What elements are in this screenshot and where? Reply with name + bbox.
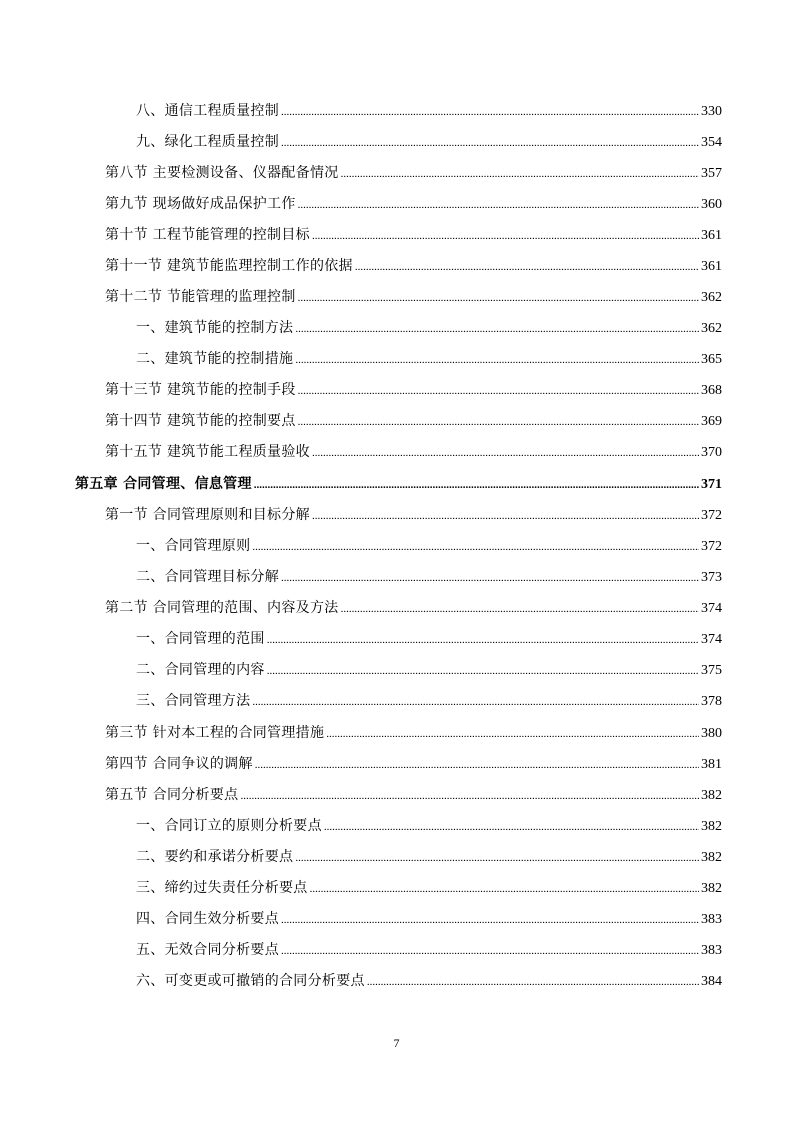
toc-dot-leader	[267, 655, 699, 687]
toc-entry-title: 第一节 合同管理原则和目标分解	[105, 507, 310, 523]
toc-entry-page: 380	[701, 726, 722, 741]
toc-dot-leader	[312, 437, 699, 469]
toc-entry-page: 381	[701, 757, 722, 772]
toc-dot-leader	[255, 749, 699, 781]
toc-entry[interactable]	[105, 406, 722, 437]
toc-dot-leader	[298, 282, 699, 314]
toc-entry-page: 361	[701, 228, 722, 243]
toc-dot-leader	[295, 842, 699, 874]
toc-entry-page: 382	[701, 819, 722, 834]
toc-entry-title: 二、建筑节能的控制措施	[136, 351, 294, 367]
toc-entry[interactable]	[136, 873, 722, 904]
page-number: 7	[393, 1036, 400, 1050]
toc-dot-leader	[254, 469, 699, 501]
toc-entry[interactable]	[105, 189, 722, 220]
toc-dot-leader	[252, 686, 699, 718]
toc-dot-leader	[281, 562, 699, 594]
toc-entry[interactable]	[105, 718, 722, 749]
toc-entry[interactable]	[136, 686, 722, 717]
toc-entry-page: 372	[701, 539, 722, 554]
toc-entry[interactable]	[136, 96, 722, 127]
toc-entry[interactable]	[136, 313, 722, 344]
toc-entry[interactable]	[105, 282, 722, 313]
toc-entry-title: 第十四节 建筑节能的控制要点	[105, 413, 296, 429]
toc-entry-title: 一、合同管理原则	[136, 538, 251, 554]
toc-entry[interactable]	[136, 344, 722, 375]
toc-entry[interactable]	[136, 842, 722, 873]
toc-entry-page: 371	[701, 477, 722, 492]
toc-entry-title: 第十三节 建筑节能的控制手段	[105, 382, 296, 398]
toc-chapter-entry[interactable]	[75, 469, 722, 500]
toc-entry[interactable]	[105, 500, 722, 531]
toc-entry-page: 365	[701, 352, 722, 367]
toc-entry[interactable]	[136, 624, 722, 655]
toc-entry-title: 二、合同管理目标分解	[136, 569, 279, 585]
toc-entry-title: 三、合同管理方法	[136, 693, 251, 709]
toc-entry-title: 一、合同订立的原则分析要点	[136, 818, 322, 834]
toc-entry[interactable]	[136, 531, 722, 562]
toc-dot-leader	[281, 904, 699, 936]
toc-dot-leader	[326, 718, 699, 750]
toc-entry-title: 九、绿化工程质量控制	[136, 134, 279, 150]
toc-dot-leader	[312, 500, 699, 532]
toc-entry[interactable]	[105, 375, 722, 406]
toc-entry-page: 383	[701, 943, 722, 958]
toc-entry-title: 第二节 合同管理的范围、内容及方法	[105, 600, 339, 616]
toc-entry-title: 二、要约和承诺分析要点	[136, 849, 294, 865]
toc-entry-title: 第十二节 节能管理的监理控制	[105, 289, 296, 305]
toc-dot-leader	[355, 251, 699, 283]
toc-dot-leader	[324, 811, 699, 843]
toc-entry-title: 三、缔约过失责任分析要点	[136, 880, 308, 896]
toc-entry[interactable]	[105, 593, 722, 624]
toc-entry[interactable]	[105, 749, 722, 780]
toc-dot-leader	[341, 158, 699, 190]
toc-dot-leader	[312, 220, 699, 252]
toc-entry-page: 357	[701, 166, 722, 181]
toc-entry[interactable]	[136, 127, 722, 158]
toc-entry-title: 一、合同管理的范围	[136, 631, 265, 647]
toc-dot-leader	[298, 406, 699, 438]
toc-entry-title: 第十五节 建筑节能工程质量验收	[105, 444, 310, 460]
toc-entry-page: 382	[701, 850, 722, 865]
toc-entry[interactable]	[136, 935, 722, 966]
toc-dot-leader	[281, 935, 699, 967]
toc-entry[interactable]	[136, 904, 722, 935]
toc-entry-title: 五、无效合同分析要点	[136, 942, 279, 958]
toc-entry-page: 384	[701, 974, 722, 989]
toc-dot-leader	[298, 189, 699, 221]
toc-dot-leader	[240, 780, 699, 812]
toc-entry-page: 382	[701, 788, 722, 803]
toc-entry-page: 373	[701, 570, 722, 585]
toc-entry-title: 一、建筑节能的控制方法	[136, 320, 294, 336]
toc-dot-leader	[295, 313, 699, 345]
toc-dot-leader	[281, 96, 699, 128]
toc-entry[interactable]	[105, 220, 722, 251]
toc-dot-leader	[252, 531, 699, 563]
toc-entry-page: 378	[701, 694, 722, 709]
toc-entry[interactable]	[105, 780, 722, 811]
toc-dot-leader	[295, 344, 699, 376]
toc-entry-title: 八、通信工程质量控制	[136, 103, 279, 119]
toc-dot-leader	[367, 966, 699, 998]
toc-entry[interactable]	[136, 811, 722, 842]
toc-entry-page: 330	[701, 104, 722, 119]
toc-entry-title: 第十一节 建筑节能监理控制工作的依据	[105, 258, 353, 274]
toc-entry-page: 374	[701, 601, 722, 616]
toc-entry-title: 第三节 针对本工程的合同管理措施	[105, 725, 325, 741]
toc-entry[interactable]	[105, 437, 722, 468]
toc-entry-page: 374	[701, 632, 722, 647]
toc-entry-title: 第五节 合同分析要点	[105, 787, 239, 803]
toc-entry[interactable]	[105, 251, 722, 282]
toc-entry[interactable]	[136, 966, 722, 997]
toc-entry-page: 383	[701, 912, 722, 927]
toc-entry-title: 二、合同管理的内容	[136, 662, 265, 678]
toc-entry-page: 382	[701, 881, 722, 896]
toc-entry-page: 368	[701, 383, 722, 398]
toc-dot-leader	[341, 593, 699, 625]
toc-entry-title: 第十节 工程节能管理的控制目标	[105, 227, 310, 243]
toc-entry-page: 354	[701, 135, 722, 150]
toc-entry-title: 第四节 合同争议的调解	[105, 756, 253, 772]
toc-entry-page: 375	[701, 663, 722, 678]
toc-dot-leader	[267, 624, 699, 656]
toc-entry[interactable]	[136, 562, 722, 593]
toc-entry-page: 360	[701, 197, 722, 212]
toc-dot-leader	[298, 375, 699, 407]
toc-dot-leader	[310, 873, 699, 905]
toc-entry-title: 第九节 现场做好成品保护工作	[105, 196, 296, 212]
toc-entry-page: 372	[701, 508, 722, 523]
toc-entry-title: 第五章 合同管理、信息管理	[75, 476, 252, 492]
toc-entry-title: 四、合同生效分析要点	[136, 911, 279, 927]
toc-entry[interactable]	[105, 158, 722, 189]
toc-dot-leader	[281, 127, 699, 159]
toc-entry-page: 369	[701, 414, 722, 429]
toc-entry-page: 362	[701, 321, 722, 336]
toc-entry-page: 370	[701, 445, 722, 460]
toc-entry-title: 六、可变更或可撤销的合同分析要点	[136, 973, 365, 989]
toc-entry[interactable]	[136, 655, 722, 686]
toc-entry-page: 361	[701, 259, 722, 274]
toc-entry-page: 362	[701, 290, 722, 305]
toc-entry-title: 第八节 主要检测设备、仪器配备情况	[105, 165, 339, 181]
